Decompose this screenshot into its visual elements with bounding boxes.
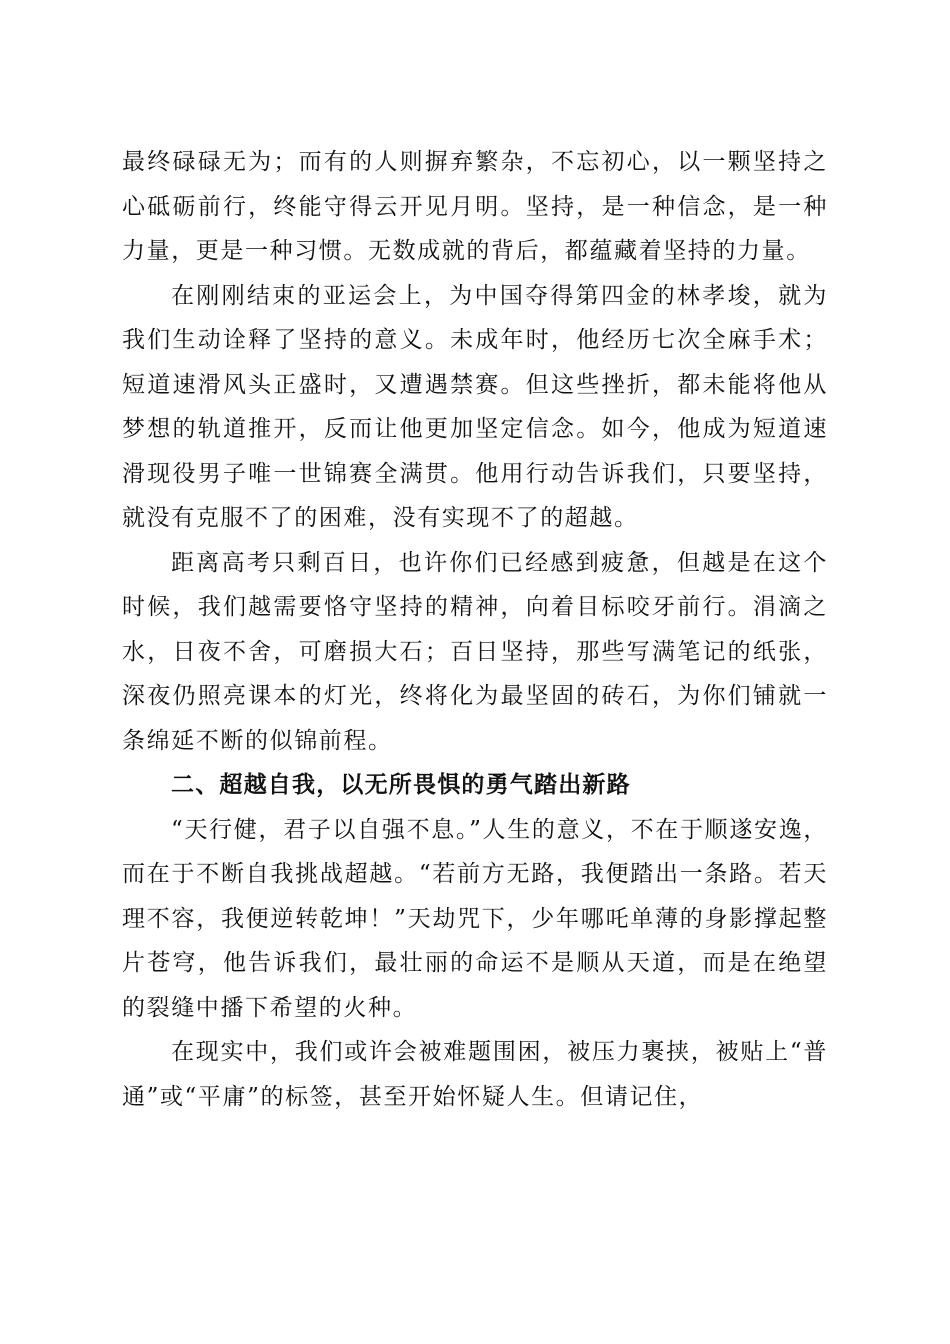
paragraph-gaokao-hundred-days: 距离高考只剩百日，也许你们已经感到疲惫，但越是在这个时候，我们越需要恪守坚持的精神，向着目标咬牙前行。涓滴之水，日夜不舍，可磨损大石；百日坚持，那些写满笔记的纸张，深夜仍照亮课本的灯光，终将化为最坚固的砖石，为你们铺就一条绵延不断的似锦前程。 [122,549,828,754]
paragraph-self-transcendence: “天行健，君子以自强不息。”人生的意义，不在于顺遂安逸，而在于不断自我挑战超越。“若前方无路，我便踏出一条路。若天理不容，我便逆转乾坤！”天劫咒下，少年哪吒单薄的身影撑起整片苍穹，他告诉我们，最壮丽的命运不是顺从天道，而是在绝望的裂缝中播下希望的火种。 [122,816,828,1021]
paragraph-perseverance-conclusion: 最终碌碌无为；而有的人则摒弃繁杂，不忘初心，以一颗坚持之心砥砺前行，终能守得云开见月明。坚持，是一种信念，是一种力量，更是一种习惯。无数成就的背后，都蕴藏着坚持的力量。 [122,149,828,264]
section-heading-2: 二、超越自我，以无所畏惧的勇气踏出新路 [171,772,631,798]
paragraph-asian-games-example: 在刚刚结束的亚运会上，为中国夺得第四金的林孝埈，就为我们生动诠释了坚持的意义。未成年时，他经历七次全麻手术；短道速滑风头正盛时，又遭遇禁赛。但这些挫折，都未能将他从梦想的轨道推开，反而让他更加坚定信念。如今，他成为短道速滑现役男子唯一世锦赛全满贯。他用行动告诉我们，只要坚持，就没有克服不了的困难，没有实现不了的超越。 [122,282,828,531]
document-body [122,140,828,1119]
paragraph-reality-challenges: 在现实中，我们或许会被难题围困，被压力裹挟，被贴上“普通”或“平庸”的标签，甚至开始怀疑人生。但请记住， [122,1039,828,1110]
